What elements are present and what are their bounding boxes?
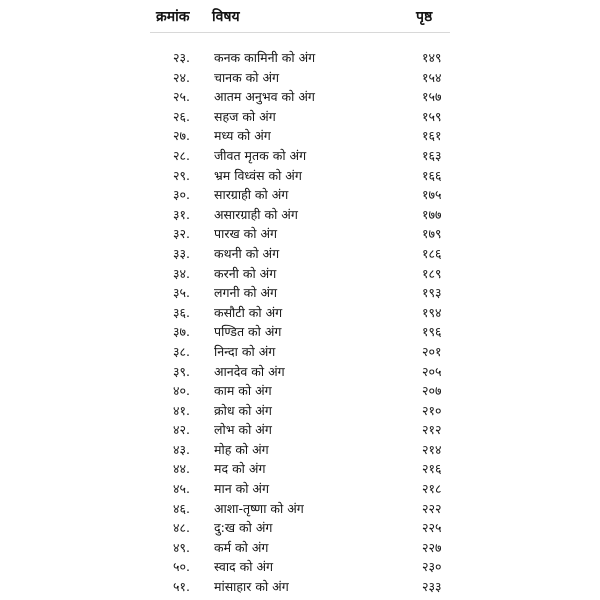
contents-row [0,146,600,166]
contents-row [0,401,600,421]
entry-number: ४२. [173,422,190,438]
contents-row [0,557,600,577]
entry-subject: सारग्राही को अंग [214,187,289,203]
entry-number: ४५. [173,481,190,497]
entry-number: २३. [173,50,190,65]
entry-number: २५. [173,89,190,105]
entry-number: ४४. [173,461,190,477]
entry-page: २१४ [422,441,442,457]
contents-row [0,126,600,146]
contents-row [0,283,600,303]
contents-row [0,264,600,284]
entry-page: २१० [422,402,442,418]
entry-page: २२५ [422,520,442,536]
contents-row [0,244,600,264]
entry-number: २९. [173,167,190,183]
contents-row [0,518,600,538]
entry-number: ३९. [173,363,190,379]
contents-row [0,381,600,401]
entry-page: १७५ [422,187,442,203]
contents-row [0,185,600,205]
entry-subject: मांसाहार को अंग [214,579,289,595]
entry-page: २३० [422,559,442,575]
entry-page: २३३ [422,579,442,595]
entry-page: १६३ [422,147,442,163]
entry-subject: लोभ को अंग [214,422,272,438]
entry-subject: मान को अंग [214,481,270,497]
entry-subject: पारख को अंग [214,226,278,242]
entry-page: १६६ [422,167,442,183]
contents-row [0,107,600,127]
entry-page: १५७ [422,89,442,105]
entry-number: ३८. [173,343,190,359]
entry-subject: पण्डित को अंग [214,324,282,340]
entry-number: ४८. [173,520,190,536]
entry-subject: कथनी को अंग [214,245,280,261]
contents-list [0,48,600,597]
entry-page: १९३ [422,285,442,301]
entry-page: १९४ [422,304,442,320]
contents-row [0,538,600,558]
entry-page: १५४ [422,69,442,85]
entry-page: २०५ [422,363,442,379]
entry-subject: भ्रम विध्वंस को अंग [214,167,302,183]
entry-subject: आशा-तृष्णा को अंग [214,500,304,516]
entry-number: ३७. [173,324,190,340]
entry-number: ३०. [173,187,190,203]
entry-page: १९६ [422,324,442,340]
entry-number: ३३. [173,245,190,261]
header-page: पृष्ठ [416,9,433,25]
entry-page: १७९ [422,226,442,242]
entry-number: ५०. [173,559,190,575]
entry-page: २१८ [422,481,442,497]
entry-page: १७७ [422,206,442,222]
entry-number: ३१. [173,206,190,222]
contents-row [0,577,600,597]
entry-subject: कर्म को अंग [214,539,269,555]
entry-number: ४१. [173,402,190,418]
contents-row [0,342,600,362]
entry-subject: सहज को अंग [214,108,276,124]
entry-page: २१६ [422,461,442,477]
entry-number: ३४. [173,265,190,281]
entry-subject: मोह को अंग [214,441,269,457]
entry-page: १८९ [422,265,442,281]
contents-row [0,68,600,88]
entry-subject: मद को अंग [214,461,266,477]
entry-number: ४३. [173,441,190,457]
entry-number: ५१. [173,579,190,595]
entry-page: १४९ [422,50,442,65]
contents-row [0,479,600,499]
entry-page: १८६ [422,245,442,261]
entry-subject: क्रोध को अंग [214,402,272,418]
entry-subject: कनक कामिनी को अंग [214,50,316,65]
entry-subject: कसौटी को अंग [214,304,283,320]
entry-subject: करनी को अंग [214,265,277,281]
contents-row [0,48,600,68]
contents-row [0,303,600,323]
header-subject: विषय [212,9,240,25]
entry-number: ४६. [173,500,190,516]
table-header [0,7,600,29]
contents-row [0,499,600,519]
entry-number: ४०. [173,383,190,399]
entry-subject: चानक को अंग [214,69,280,85]
contents-row [0,224,600,244]
entry-subject: आतम अनुभव को अंग [214,89,315,105]
entry-number: २७. [173,128,190,144]
entry-page: १५९ [422,108,442,124]
entry-subject: काम को अंग [214,383,272,399]
contents-row [0,87,600,107]
entry-number: २६. [173,108,190,124]
entry-number: २८. [173,147,190,163]
entry-subject: दु:ख को अंग [214,520,273,536]
entry-subject: लगनी को अंग [214,285,278,301]
entry-subject: मध्य को अंग [214,128,271,144]
contents-row [0,459,600,479]
entry-number: ३५. [173,285,190,301]
contents-row [0,322,600,342]
entry-number: ३६. [173,304,190,320]
entry-number: ४९. [173,539,190,555]
contents-row [0,205,600,225]
entry-number: ३२. [173,226,190,242]
contents-row [0,166,600,186]
entry-page: २२७ [422,539,442,555]
entry-page: २२२ [422,500,442,516]
contents-row [0,440,600,460]
entry-page: २०१ [422,343,442,359]
header-number: क्रमांक [156,9,190,25]
entry-page: २०७ [422,383,442,399]
entry-subject: स्वाद को अंग [214,559,274,575]
header-divider [150,32,450,33]
entry-page: २१२ [422,422,442,438]
contents-row [0,420,600,440]
entry-subject: जीवत मृतक को अंग [214,147,307,163]
contents-row [0,362,600,382]
entry-subject: निन्दा को अंग [214,343,276,359]
entry-subject: आनदेव को अंग [214,363,285,379]
entry-number: २४. [173,69,190,85]
entry-subject: असारग्राही को अंग [214,206,298,222]
entry-page: १६१ [422,128,442,144]
